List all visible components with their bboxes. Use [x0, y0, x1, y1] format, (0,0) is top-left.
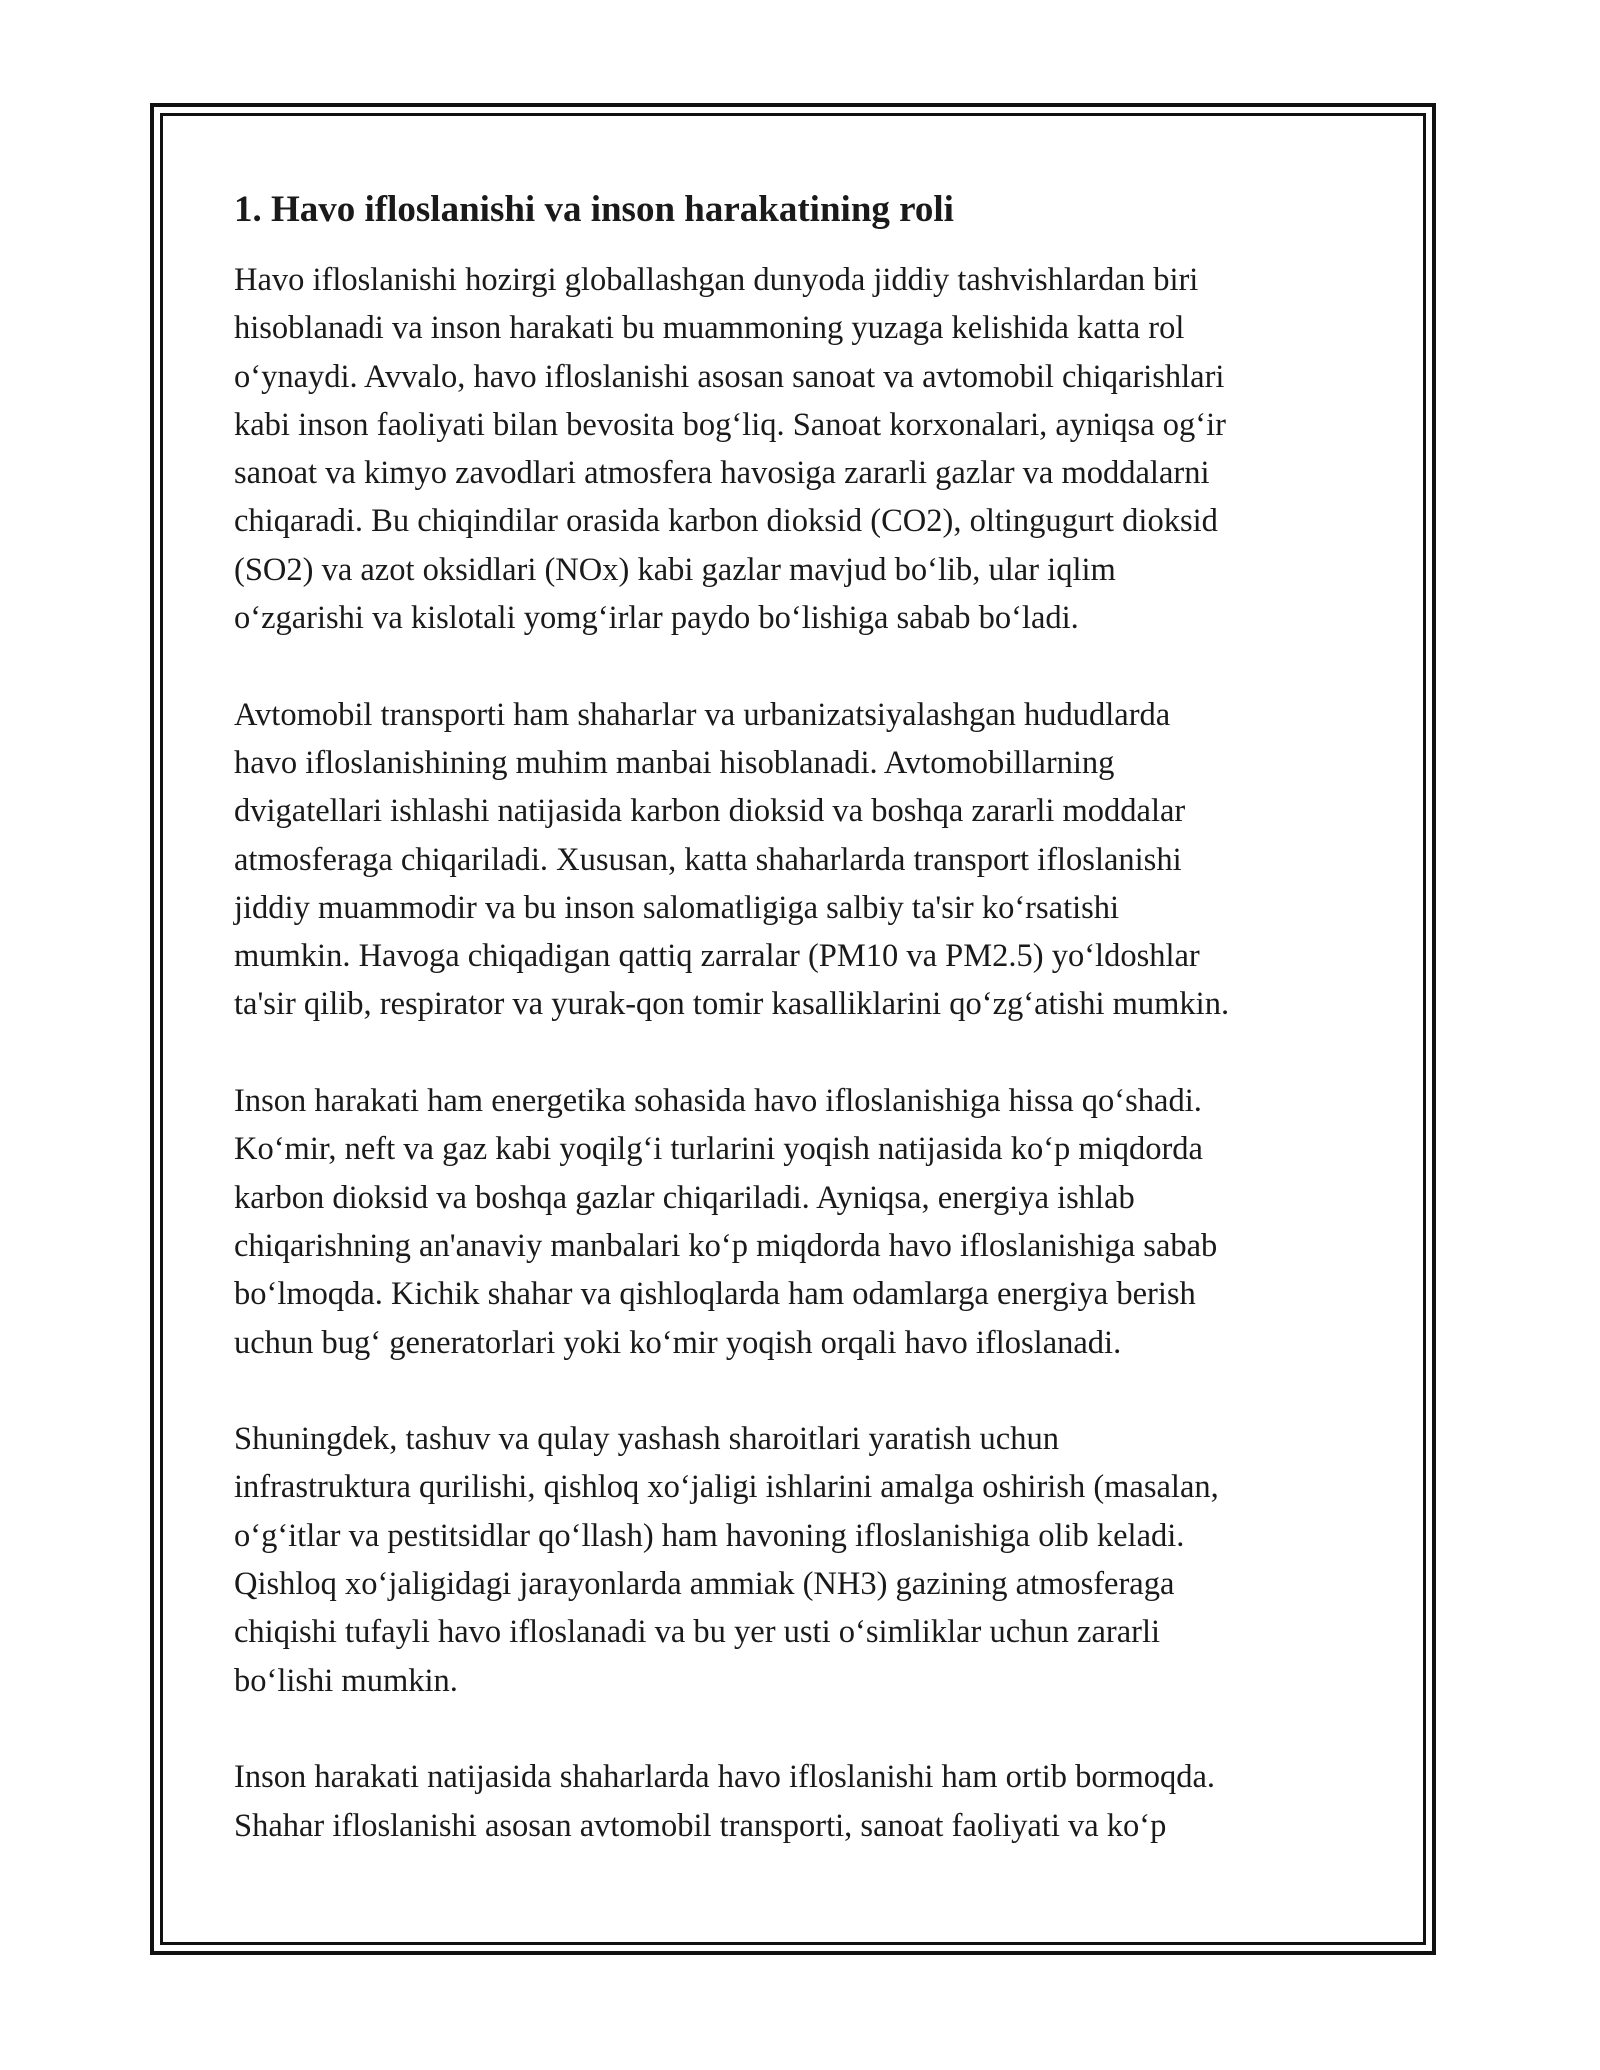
- paragraph-line: jiddiy muammodir va bu inson salomatligiga salbiy ta'sir ko‘rsatishi: [234, 889, 1120, 926]
- paragraph-line: Inson harakati ham energetika sohasida havo ifloslanishiga hissa qo‘shadi.: [234, 1083, 1202, 1120]
- paragraph-line: infrastruktura qurilishi, qishloq xo‘jaligi ishlarini amalga oshirish (masalan,: [234, 1469, 1219, 1506]
- paragraph-line: bo‘lmoqda. Kichik shahar va qishloqlarda ham odamlarga energiya berish: [234, 1276, 1196, 1313]
- paragraph-line: chiqishi tufayli havo ifloslanadi va bu yer usti o‘simliklar uchun zararli: [234, 1614, 1161, 1651]
- paragraph-line: Qishloq xo‘jaligidagi jarayonlarda ammiak (NH3) gazining atmosferaga: [234, 1566, 1175, 1603]
- paragraph-line: bo‘lishi mumkin.: [234, 1662, 458, 1699]
- paragraph-line: (SO2) va azot oksidlari (NOx) kabi gazlar mavjud bo‘lib, ular iqlim: [234, 551, 1116, 588]
- paragraph-line: o‘zgarishi va kislotali yomg‘irlar paydo bo‘lishiga sabab bo‘ladi.: [234, 600, 1079, 637]
- paragraph-line: dvigatellari ishlashi natijasida karbon dioksid va boshqa zararli moddalar: [234, 793, 1186, 830]
- paragraph-5: [234, 1753, 1374, 1850]
- paragraph-line: atmosferaga chiqariladi. Xususan, katta shaharlarda transport ifloslanishi: [234, 841, 1182, 878]
- paragraph-1: [234, 256, 1374, 642]
- paragraph-line: chiqarishning an'anaviy manbalari ko‘p miqdorda havo ifloslanishiga sabab: [234, 1227, 1218, 1264]
- paragraph-2: [234, 691, 1374, 1029]
- paragraph-line: uchun bug‘ generatorlari yoki ko‘mir yoqish orqali havo ifloslanadi.: [234, 1324, 1122, 1361]
- paragraph-3: [234, 1077, 1374, 1367]
- paragraph-line: hisoblanadi va inson harakati bu muammoning yuzaga kelishida katta rol: [234, 310, 1185, 347]
- paragraph-line: mumkin. Havoga chiqadigan qattiq zarralar (PM10 va PM2.5) yo‘ldoshlar: [234, 938, 1200, 975]
- paragraph-line: Inson harakati natijasida shaharlarda havo ifloslanishi ham ortib bormoqda.: [234, 1759, 1216, 1796]
- paragraph-line: havo ifloslanishining muhim manbai hisoblanadi. Avtomobillarning: [234, 744, 1115, 781]
- paragraph-line: o‘ynaydi. Avvalo, havo ifloslanishi asosan sanoat va avtomobil chiqarishlari: [234, 358, 1225, 395]
- paragraph-line: Havo ifloslanishi hozirgi globallashgan dunyoda jiddiy tashvishlardan biri: [234, 262, 1199, 298]
- paragraph-line: chiqaradi. Bu chiqindilar orasida karbon dioksid (CO2), oltingugurt dioksid: [234, 503, 1218, 540]
- paragraph-line: ta'sir qilib, respirator va yurak-qon tomir kasalliklarini qo‘zg‘atishi mumkin.: [234, 986, 1230, 1023]
- paragraph-line: Ko‘mir, neft va gaz kabi yoqilg‘i turlarini yoqish natijasida ko‘p miqdorda: [234, 1131, 1203, 1168]
- paragraph-line: Shuningdek, tashuv va qulay yashash sharoitlari yaratish uchun: [234, 1421, 1059, 1458]
- paragraph-line: o‘g‘itlar va pestitsidlar qo‘llash) ham havoning ifloslanishiga olib keladi.: [234, 1517, 1185, 1554]
- paragraph-line: Shahar ifloslanishi asosan avtomobil transporti, sanoat faoliyati va ko‘p: [234, 1807, 1167, 1844]
- paragraph-line: kabi inson faoliyati bilan bevosita bog‘liq. Sanoat korxonalari, ayniqsa og‘ir: [234, 406, 1226, 443]
- paragraph-line: karbon dioksid va boshqa gazlar chiqariladi. Ayniqsa, energiya ishlab: [234, 1179, 1135, 1216]
- paragraph-line: Avtomobil transporti ham shaharlar va urbanizatsiyalashgan hududlarda: [234, 696, 1171, 733]
- paragraph-line: sanoat va kimyo zavodlari atmosfera havosiga zararli gazlar va moddalarni: [234, 455, 1210, 492]
- section-heading: 1. Havo ifloslanishi va inson harakatining roli: [234, 189, 954, 230]
- document-body: [234, 184, 1374, 1898]
- paragraph-4: [234, 1415, 1374, 1705]
